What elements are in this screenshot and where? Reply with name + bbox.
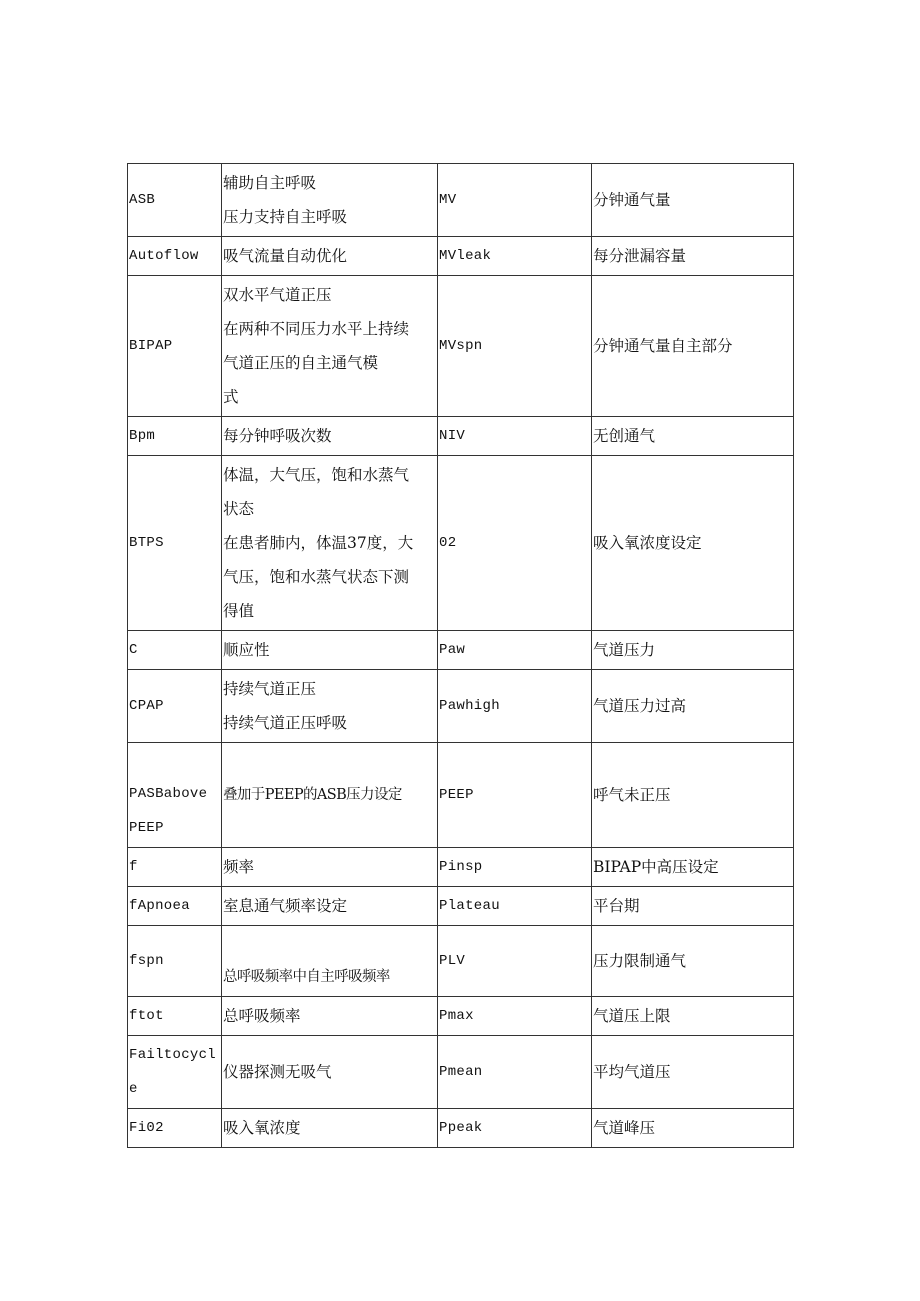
description-line: 平均气道压 xyxy=(593,1063,671,1081)
left-term-cell: Bpm xyxy=(128,417,222,456)
right-term-cell: NIV xyxy=(438,417,592,456)
description-line: 顺应性 xyxy=(223,641,270,659)
right-term-cell: PEEP xyxy=(438,743,592,848)
description-line: 在患者肺内，体温37度，大 xyxy=(223,534,414,552)
description-line: 每分钟呼吸次数 xyxy=(223,427,332,445)
left-term-cell: fspn xyxy=(128,926,222,997)
table-row xyxy=(128,164,794,237)
left-term-cell: f xyxy=(128,848,222,887)
description-line: 吸入氧浓度 xyxy=(223,1119,301,1137)
left-description-cell xyxy=(222,276,438,417)
right-term-cell: PLV xyxy=(438,926,592,997)
right-description-cell xyxy=(592,1109,794,1148)
description-line: 状态 xyxy=(223,500,255,518)
right-description-cell xyxy=(592,848,794,887)
description-line: 气道压力 xyxy=(593,641,656,659)
left-description-cell xyxy=(222,631,438,670)
right-term-cell: Pinsp xyxy=(438,848,592,887)
table-row xyxy=(128,276,794,417)
description-line: 辅助自主呼吸 xyxy=(223,174,317,192)
right-term-cell: Ppeak xyxy=(438,1109,592,1148)
description-line: 分钟通气量自主部分 xyxy=(593,337,733,355)
table-row xyxy=(128,997,794,1036)
description-line: 持续气道正压呼吸 xyxy=(223,714,348,732)
left-term-cell: ftot xyxy=(128,997,222,1036)
right-term-cell: Paw xyxy=(438,631,592,670)
right-term-cell: Pmax xyxy=(438,997,592,1036)
left-description-cell xyxy=(222,456,438,631)
description-line: 得值 xyxy=(223,602,255,620)
description-line: 每分泄漏容量 xyxy=(593,247,687,265)
right-description-cell xyxy=(592,276,794,417)
description-line: 总呼吸频率中自主呼吸频率 xyxy=(223,969,390,985)
left-description-cell xyxy=(222,1109,438,1148)
right-description-cell xyxy=(592,237,794,276)
description-line: BIPAP中高压设定 xyxy=(593,858,719,876)
right-term-cell: 02 xyxy=(438,456,592,631)
left-description-cell xyxy=(222,417,438,456)
left-term-cell: Autoflow xyxy=(128,237,222,276)
left-term-cell: BTPS xyxy=(128,456,222,631)
right-description-cell xyxy=(592,1036,794,1109)
right-term-cell: Pmean xyxy=(438,1036,592,1109)
right-description-cell xyxy=(592,743,794,848)
table-row xyxy=(128,848,794,887)
right-description-cell xyxy=(592,164,794,237)
description-line: 在两种不同压力水平上持续 xyxy=(223,320,410,338)
right-description-cell xyxy=(592,417,794,456)
right-term-cell: Plateau xyxy=(438,887,592,926)
left-term-cell: Failtocycle xyxy=(128,1036,222,1109)
description-line: 持续气道正压 xyxy=(223,680,317,698)
description-line: 气道峰压 xyxy=(593,1119,656,1137)
right-description-cell xyxy=(592,456,794,631)
left-description-cell xyxy=(222,743,438,848)
right-term-cell: MVleak xyxy=(438,237,592,276)
left-term-cell: CPAP xyxy=(128,670,222,743)
description-line: 呼气未正压 xyxy=(593,786,671,804)
left-description-cell xyxy=(222,887,438,926)
description-line: 压力支持自主呼吸 xyxy=(223,208,348,226)
description-line: 吸入氧浓度设定 xyxy=(593,534,702,552)
table-row xyxy=(128,631,794,670)
left-term-cell: BIPAP xyxy=(128,276,222,417)
description-line: 仪器探测无吸气 xyxy=(223,1063,332,1081)
description-line: 叠加于PEEP的ASB压力设定 xyxy=(223,787,402,803)
table-row xyxy=(128,237,794,276)
table-row xyxy=(128,670,794,743)
left-description-cell xyxy=(222,926,438,997)
description-line: 体温，大气压，饱和水蒸气 xyxy=(223,466,410,484)
left-description-cell xyxy=(222,1036,438,1109)
abbreviation-table xyxy=(127,163,794,1148)
right-description-cell xyxy=(592,997,794,1036)
description-line: 气道压力过高 xyxy=(593,697,687,715)
right-term-cell: MV xyxy=(438,164,592,237)
table-row xyxy=(128,1109,794,1148)
left-description-cell xyxy=(222,670,438,743)
table-row xyxy=(128,456,794,631)
table-row xyxy=(128,1036,794,1109)
right-description-cell xyxy=(592,926,794,997)
description-line: 分钟通气量 xyxy=(593,191,671,209)
description-line: 压力限制通气 xyxy=(593,952,687,970)
left-term-cell: ASB xyxy=(128,164,222,237)
table-row xyxy=(128,887,794,926)
right-term-cell: Pawhigh xyxy=(438,670,592,743)
description-line: 吸气流量自动优化 xyxy=(223,247,348,265)
left-term-cell: Fi02 xyxy=(128,1109,222,1148)
description-line: 平台期 xyxy=(593,897,640,915)
description-line: 气道正压的自主通气模 xyxy=(223,354,379,372)
table-row xyxy=(128,926,794,997)
right-description-cell xyxy=(592,887,794,926)
left-term-cell: fApnoea xyxy=(128,887,222,926)
table-row xyxy=(128,743,794,848)
right-term-cell: MVspn xyxy=(438,276,592,417)
right-description-cell xyxy=(592,670,794,743)
description-line: 双水平气道正压 xyxy=(223,286,332,304)
table-row xyxy=(128,417,794,456)
description-line: 总呼吸频率 xyxy=(223,1007,301,1025)
description-line: 室息通气频率设定 xyxy=(223,897,348,915)
left-description-cell xyxy=(222,997,438,1036)
description-line: 气压，饱和水蒸气状态下测 xyxy=(223,568,410,586)
right-description-cell xyxy=(592,631,794,670)
description-line: 气道压上限 xyxy=(593,1007,671,1025)
left-term-cell: PASBabove PEEP xyxy=(128,743,222,848)
description-line: 式 xyxy=(223,388,239,406)
description-line: 频率 xyxy=(223,858,255,876)
left-term-cell: C xyxy=(128,631,222,670)
left-description-cell xyxy=(222,164,438,237)
left-description-cell xyxy=(222,237,438,276)
left-description-cell xyxy=(222,848,438,887)
description-line: 无创通气 xyxy=(593,427,656,445)
